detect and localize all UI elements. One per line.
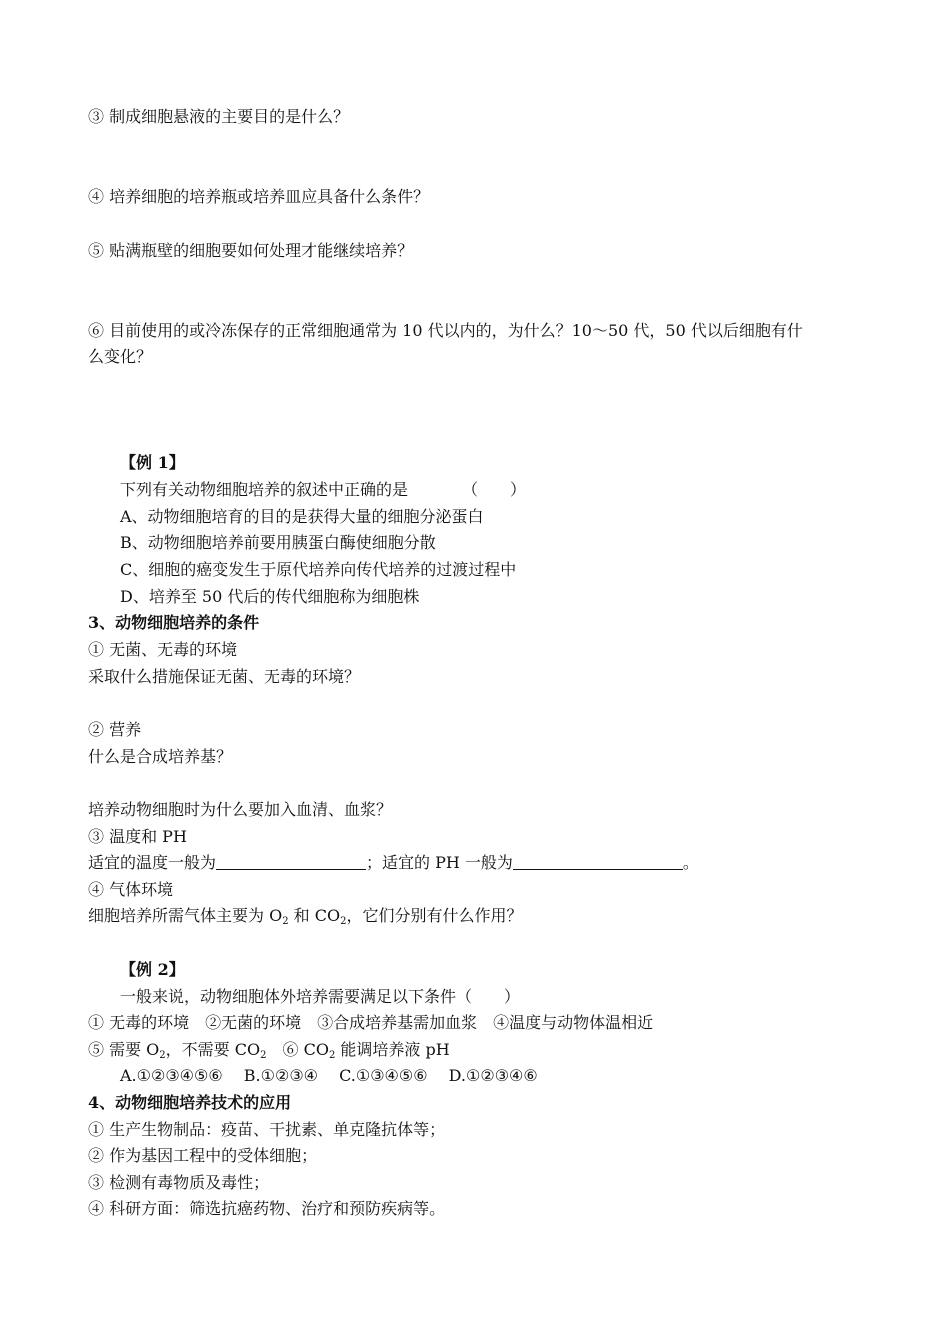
subscript: 2 [159, 1050, 166, 1061]
question-6-line1: ⑥ 目前使用的或冷冻保存的正常细胞通常为 10 代以内的，为什么？10～50 代，50 代以后细胞有什 [88, 321, 803, 340]
condition-1-question: 采取什么措施保证无菌、无毒的环境？ [88, 667, 361, 686]
opt-text-c: ⑥ CO [266, 1040, 329, 1059]
example-2-options-1: ① 无毒的环境 ②无菌的环境 ③合成培养基需加血浆 ④温度与动物体温相近 [88, 1013, 654, 1032]
application-1: ① 生产生物制品：疫苗、干扰素、单克隆抗体等； [88, 1120, 446, 1139]
condition-3-question [88, 850, 699, 876]
example-1-option-c: C、细胞的癌变发生于原代培养向传代培养的过渡过程中 [120, 560, 517, 579]
question-6-line2: 么变化？ [88, 347, 153, 366]
condition-2: ② 营养 [88, 720, 142, 739]
application-4: ④ 科研方面：筛选抗癌药物、治疗和预防疾病等。 [88, 1199, 446, 1218]
example-2-choices: A.①②③④⑤⑥ B.①②③④ C.①③④⑤⑥ D.①②③④⑥ [120, 1066, 538, 1085]
condition-4: ④ 气体环境 [88, 880, 174, 899]
question-4: ④ 培养细胞的培养瓶或培养皿应具备什么条件？ [88, 187, 430, 206]
ph-label: ；适宜的 PH 一般为 [366, 853, 513, 872]
opt-text-d: 能调培养液 pH [335, 1040, 450, 1059]
condition-1: ① 无菌、无毒的环境 [88, 640, 238, 659]
gas-text-a: 细胞培养所需气体主要为 O [88, 906, 283, 925]
example-1-option-d: D、培养至 50 代后的传代细胞称为细胞株 [120, 587, 420, 606]
temperature-blank [216, 853, 366, 870]
condition-3: ③ 温度和 PH [88, 827, 187, 846]
example-2-title: 【例 2】 [120, 960, 185, 979]
example-2-options-2 [88, 1037, 450, 1063]
opt-text-a: ⑤ 需要 O [88, 1040, 160, 1059]
question-3: ③ 制成细胞悬液的主要目的是什么？ [88, 107, 350, 126]
question-5: ⑤ 贴满瓶壁的细胞要如何处理才能继续培养？ [88, 241, 414, 260]
gas-text-b: 和 CO [288, 906, 341, 925]
example-1-title: 【例 1】 [120, 453, 185, 472]
subscript: 2 [260, 1050, 267, 1061]
subscript: 2 [340, 916, 347, 927]
subscript: 2 [282, 916, 289, 927]
opt-text-b: ，不需要 CO [165, 1040, 261, 1059]
application-3: ③ 检测有毒物质及毒性； [88, 1173, 270, 1192]
gas-text-c: ，它们分别有什么作用？ [346, 906, 523, 925]
temperature-label: 适宜的温度一般为 [88, 853, 217, 872]
example-1-answer-paren: （ ） [462, 480, 527, 499]
application-2: ② 作为基因工程中的受体细胞； [88, 1146, 318, 1165]
section-3-heading: 3、动物细胞培养的条件 [88, 613, 260, 632]
ph-blank [513, 853, 683, 870]
subscript: 2 [328, 1050, 336, 1061]
section-4-heading: 4、动物细胞培养技术的应用 [88, 1093, 292, 1112]
condition-2-question-2: 培养动物细胞时为什么要加入血清、血浆？ [88, 800, 393, 819]
example-2-stem: 一般来说，动物细胞体外培养需要满足以下条件（ ） [120, 987, 521, 1006]
condition-2-question-1: 什么是合成培养基？ [88, 747, 233, 766]
example-1-option-b: B、动物细胞培养前要用胰蛋白酶使细胞分散 [120, 533, 436, 552]
example-1-option-a: A、动物细胞培育的目的是获得大量的细胞分泌蛋白 [120, 507, 484, 526]
example-1-stem [120, 477, 526, 503]
example-1-stem-text: 下列有关动物细胞培养的叙述中正确的是 [120, 480, 409, 499]
period: 。 [682, 853, 699, 872]
condition-4-question [88, 903, 523, 929]
